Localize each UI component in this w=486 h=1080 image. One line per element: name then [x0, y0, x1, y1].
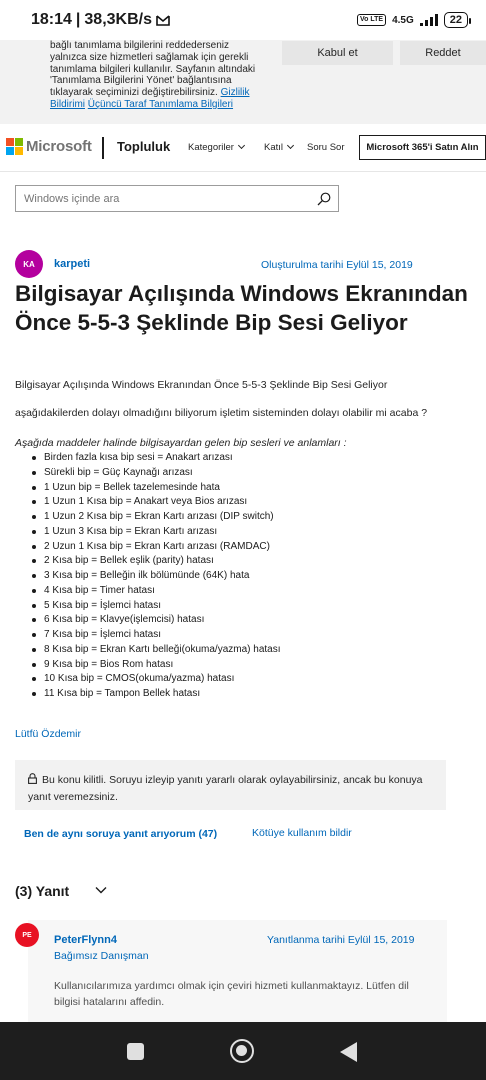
header-divider	[102, 137, 104, 159]
cookie-text	[50, 40, 260, 111]
back-icon[interactable]	[340, 1042, 357, 1062]
reply-author-avatar[interactable]: PE	[15, 923, 39, 947]
nav-categories-label: Kategoriler	[188, 142, 234, 153]
nav-join-label: Katıl	[264, 142, 284, 153]
chevron-down-icon[interactable]	[95, 884, 107, 896]
beep-code-item: 7 Kısa bip = İşlemci hatası	[32, 628, 281, 643]
status-bar	[0, 0, 486, 40]
reply-author-role[interactable]: Bağımsız Danışman	[54, 950, 149, 962]
post-author[interactable]: karpeti	[54, 258, 91, 270]
post-body-line-2: aşağıdakilerden dolayı olmadığını biliyorum işletim sisteminden dolayı olabilir mi acaba ?	[15, 407, 428, 419]
post-created-date: Oluşturulma tarihi Eylül 15, 2019	[261, 259, 413, 271]
third-party-cookies-link[interactable]: Üçüncü Taraf Tanımlama Bilgileri	[87, 98, 234, 110]
beep-code-list	[32, 451, 281, 702]
beep-code-item: Birden fazla kısa bip sesi = Anakart arızası	[32, 451, 281, 466]
beep-code-item: 3 Kısa bip = Belleğin ilk bölümünde (64K) hata	[32, 569, 281, 584]
signal-icon	[420, 14, 438, 26]
reply-author[interactable]: PeterFlynn4	[54, 934, 117, 946]
beep-code-item: 8 Kısa bip = Ekran Kartı belleği(okuma/yazma) hatası	[32, 643, 281, 658]
beep-code-item: 2 Uzun 1 Kısa bip = Ekran Kartı arızası (RAMDAC)	[32, 540, 281, 555]
beep-code-item: 11 Kısa bip = Tampon Bellek hatası	[32, 687, 281, 702]
status-right	[357, 12, 468, 28]
author-avatar[interactable]: KA	[15, 250, 43, 278]
beep-code-item: 5 Kısa bip = İşlemci hatası	[32, 599, 281, 614]
microsoft-logo-icon[interactable]	[6, 138, 23, 155]
beep-code-item: 1 Uzun 1 Kısa bip = Anakart veya Bios arızası	[32, 495, 281, 510]
beep-code-item: Sürekli bip = Güç Kaynağı arızası	[32, 466, 281, 481]
same-question-button[interactable]: Ben de aynı soruya yanıt arıyorum (47)	[24, 828, 218, 840]
search-box	[15, 185, 339, 212]
search-icon[interactable]	[317, 192, 331, 206]
locked-notice-text: Bu konu kilitli. Soruyu izleyip yanıtı yararlı olarak oylayabilirsiniz, ancak bu konuya yanıt veremezsiniz.	[28, 774, 423, 803]
lock-icon	[28, 773, 37, 784]
search-input[interactable]	[24, 193, 304, 205]
gmail-icon	[156, 15, 170, 26]
buy-microsoft-365-button[interactable]: Microsoft 365'i Satın Alın	[359, 135, 486, 160]
home-icon[interactable]	[230, 1039, 254, 1063]
beep-code-item: 6 Kısa bip = Klavye(işlemcisi) hatası	[32, 613, 281, 628]
beep-code-item: 9 Kısa bip = Bios Rom hatası	[32, 658, 281, 673]
microsoft-wordmark[interactable]: Microsoft	[26, 138, 92, 155]
post-signature-link[interactable]: Lütfü Özdemir	[15, 728, 81, 740]
beep-code-item: 10 Kısa bip = CMOS(okuma/yazma) hatası	[32, 672, 281, 687]
community-link[interactable]: Topluluk	[117, 139, 171, 154]
post-body-line-1: Bilgisayar Açılışında Windows Ekranından Önce 5-5-3 Şeklinde Bip Sesi Geliyor	[15, 379, 388, 391]
report-abuse-link[interactable]: Kötüye kullanım bildir	[252, 827, 352, 839]
cookie-message: bağlı tanımlama bilgilerini reddederseniz yalnızca size hizmetleri sağlamak için gerekli tanımlama bilgileri kullanılır. Sayfanın altındaki 'Tanımlama Bilgilerini Yönet' bağlantısına tıklayarak seçiminizi değiştirebilirsiniz.	[50, 40, 256, 99]
nav-ask-question[interactable]: Soru Sor	[307, 142, 345, 153]
reject-cookies-button[interactable]: Reddet	[400, 41, 486, 65]
replies-header: (3) Yanıt	[15, 883, 70, 899]
privacy-link[interactable]: Gizlilik Bildirimi	[50, 87, 250, 110]
status-separator: |	[75, 11, 81, 28]
android-navigation-bar	[0, 1022, 486, 1080]
nav-join[interactable]	[264, 142, 293, 153]
accept-cookies-button[interactable]: Kabul et	[282, 41, 393, 65]
beep-code-item: 2 Kısa bip = Bellek eşlik (parity) hatası	[32, 554, 281, 569]
locked-notice	[15, 760, 446, 810]
status-speed: 38,3KB/s	[84, 11, 152, 28]
beep-code-item: 1 Uzun 2 Kısa bip = Ekran Kartı arızası (DIP switch)	[32, 510, 281, 525]
cookie-banner	[0, 40, 486, 124]
status-time: 18:14	[31, 11, 72, 28]
beep-code-item: 1 Uzun bip = Bellek tazelemesinde hata	[32, 481, 281, 496]
beep-code-item: 4 Kısa bip = Timer hatası	[32, 584, 281, 599]
volte-icon: Vo LTE	[357, 14, 386, 26]
nav-categories[interactable]	[188, 142, 244, 153]
recent-apps-icon[interactable]	[127, 1043, 144, 1060]
status-left	[31, 11, 170, 29]
chevron-down-icon	[238, 142, 245, 149]
site-header	[0, 124, 486, 172]
beep-code-item: 1 Uzun 3 Kısa bip = Ekran Kartı arızası	[32, 525, 281, 540]
beep-list-intro: Aşağıda maddeler halinde bilgisayardan gelen bip sesleri ve anlamları :	[15, 437, 347, 449]
question-title: Bilgisayar Açılışında Windows Ekranından Önce 5-5-3 Şeklinde Bip Sesi Geliyor	[15, 281, 468, 335]
reply-date: Yanıtlanma tarihi Eylül 15, 2019	[267, 934, 415, 946]
chevron-down-icon	[287, 142, 294, 149]
reply-text: Kullanıcılarımıza yardımcı olmak için çeviri hizmeti kullanmaktayız. Lütfen dil bilgisi hatalarını affedin.	[54, 980, 409, 1008]
network-type: 4.5G	[392, 14, 414, 26]
battery-icon: 22	[444, 12, 468, 28]
